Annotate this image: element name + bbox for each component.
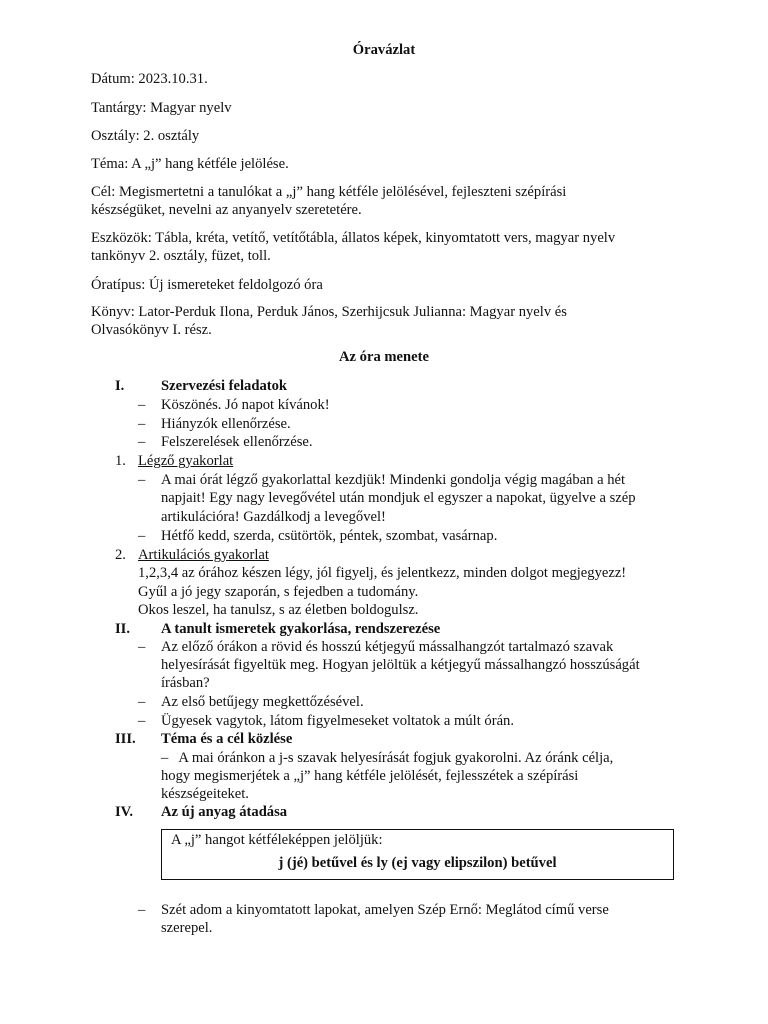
dash-bullet: – (138, 902, 146, 918)
dash-bullet: – (138, 694, 146, 710)
list-item: Ügyesek vagytok, látom figyelmeseket voltatok a múlt órán. (161, 713, 515, 729)
goal-line-1: Cél: Megismertetni a tanulókat a „j” hang kétféle jelölésével, fejleszteni szépírási (91, 184, 567, 200)
rhyme-line: Okos leszel, ha tanulsz, s az életben boldogulsz. (138, 602, 419, 618)
section-title: Az új anyag átadása (161, 804, 288, 820)
class-line: Osztály: 2. osztály (91, 128, 200, 144)
book-line-2: Olvasókönyv I. rész. (91, 322, 212, 338)
topic-line: Téma: A „j” hang kétféle jelölése. (91, 156, 289, 172)
list-item: Hiányzók ellenőrzése. (161, 416, 291, 432)
list-item: Felszerelések ellenőrzése. (161, 434, 313, 450)
paragraph-line: készségeiteket. (161, 786, 249, 802)
tools-line-1: Eszközök: Tábla, kréta, vetítő, vetítőtábla, állatos képek, kinyomtatott vers, magyar nyelv (91, 230, 616, 246)
section-title: A tanult ismeretek gyakorlása, rendszerezése (161, 621, 441, 637)
course-heading: Az óra menete (339, 349, 429, 365)
list-item: Köszönés. Jó napot kívánok! (161, 397, 330, 413)
rhyme-line: Gyűl a jó jegy szaporán, s fejedben a tudomány. (138, 584, 419, 600)
dash-bullet: – (138, 416, 146, 432)
rule-box (161, 829, 674, 880)
section-title: Szervezési feladatok (161, 378, 288, 394)
subsection-number: 1. (115, 453, 126, 469)
dash-bullet: – (138, 397, 146, 413)
list-item: Hétfő kedd, szerda, csütörtök, péntek, szombat, vasárnap. (161, 528, 498, 544)
list-item-line: Az előző órákon a rövid és hosszú kétjegyű mássalhangzót tartalmazó szavak (161, 639, 614, 655)
section-numeral: I. (115, 378, 125, 394)
list-item-line: szerepel. (161, 920, 213, 936)
list-item-line: A mai órát légző gyakorlattal kezdjük! Mindenki gondolja végig magában a hét (161, 472, 626, 488)
book-line-1: Könyv: Lator-Perduk Ilona, Perduk János, Szerhijcsuk Julianna: Magyar nyelv és (91, 304, 567, 320)
document-title: Óravázlat (352, 42, 416, 58)
dash-bullet: – (138, 434, 146, 450)
paragraph-line: – A mai óránkon a j-s szavak helyesírását fogjuk gyakorolni. Az óránk célja, (161, 750, 614, 766)
list-item-line: Szét adom a kinyomtatott lapokat, amelyen Szép Ernő: Meglátod című verse (161, 902, 609, 918)
list-item-line: helyesírását figyeltük meg. Hogyan jelöltük a kétjegyű mássalhangzó hosszúságát (161, 657, 640, 673)
subsection-title: Artikulációs gyakorlat (138, 547, 269, 563)
dash-bullet: – (138, 528, 146, 544)
rhyme-line: 1,2,3,4 az órához készen légy, jól figyelj, és jelentkezz, minden dolgot megjegyezz! (138, 565, 627, 581)
dash-bullet: – (138, 472, 146, 488)
section-numeral: II. (115, 621, 131, 637)
rule-statement: j (jé) betűvel és ly (ej vagy elipszilon) betűvel (278, 855, 557, 871)
tools-line-2: tankönyv 2. osztály, füzet, toll. (91, 248, 271, 264)
subsection-number: 2. (115, 547, 126, 563)
dash-bullet: – (138, 713, 146, 729)
section-numeral: IV. (115, 804, 133, 820)
paragraph-line: hogy megismerjétek a „j” hang kétféle jelölését, fejlesszétek a szépírási (161, 768, 579, 784)
list-item: Az első betűjegy megkettőzésével. (161, 694, 364, 710)
lesson-type-line: Óratípus: Új ismereteket feldolgozó óra (91, 277, 323, 293)
date-line: Dátum: 2023.10.31. (91, 71, 208, 87)
list-item-line: artikulációra! Gazdálkodj a levegővel! (161, 509, 386, 525)
dash-bullet: – (138, 639, 146, 655)
section-numeral: III. (115, 731, 136, 747)
list-item-line: írásban? (161, 675, 210, 691)
section-title: Téma és a cél közlése (161, 731, 293, 747)
rule-intro: A „j” hangot kétféleképpen jelöljük: (171, 832, 383, 848)
subsection-title: Légző gyakorlat (138, 453, 234, 469)
list-item-line: napjait! Egy nagy levegővétel után mondjuk el egyszer a napokat, ügyelve a szép (161, 490, 636, 506)
goal-line-2: készségüket, nevelni az anyanyelv szeretetére. (91, 202, 362, 218)
subject-line: Tantárgy: Magyar nyelv (91, 100, 232, 116)
